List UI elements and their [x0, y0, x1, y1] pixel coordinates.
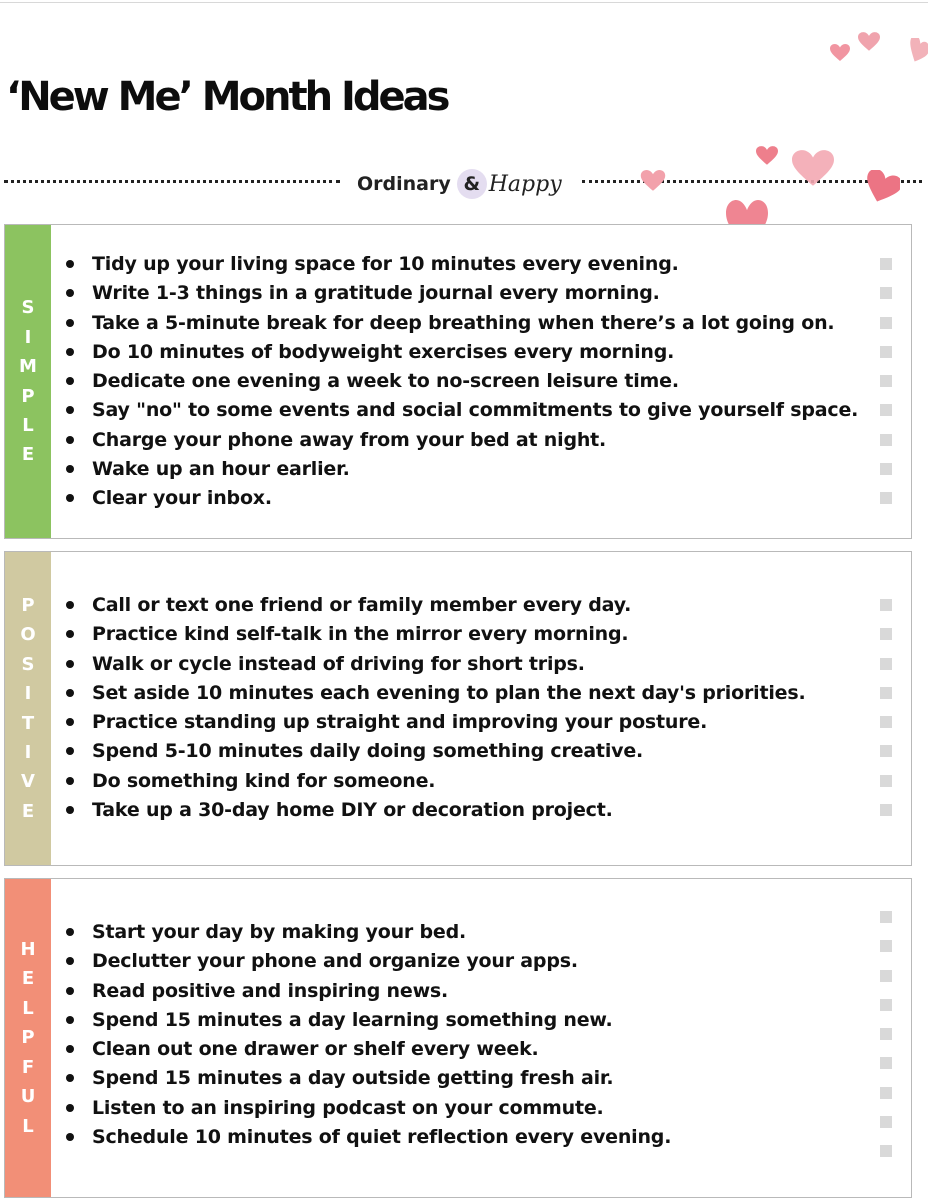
section-letter: P	[21, 594, 35, 616]
bullet-icon	[66, 747, 74, 755]
bullet-icon	[66, 319, 74, 327]
list-item-text: Practice standing up straight and improving your posture.	[92, 711, 708, 734]
section-letter: T	[21, 712, 35, 734]
section-letter: P	[21, 1027, 35, 1049]
heart-icon	[640, 170, 666, 192]
list-item-text: Call or text one friend or family member every day.	[92, 594, 632, 616]
bullet-icon	[66, 806, 74, 814]
list-item-text: Start your day by making your bed.	[92, 921, 467, 943]
list-item-text: Say "no" to some events and social commitments to give yourself space.	[92, 399, 859, 422]
section-letter: L	[22, 997, 34, 1019]
checkbox[interactable]	[880, 1116, 892, 1128]
checkbox[interactable]	[880, 463, 892, 475]
list-item-text: Write 1-3 things in a gratitude journal every morning.	[92, 282, 660, 305]
section-letter: L	[22, 1115, 34, 1137]
section-letter: F	[21, 1056, 35, 1078]
list-item-text: Wake up an hour earlier.	[92, 458, 350, 481]
list-item	[66, 679, 888, 708]
brand-happy: Happy	[488, 171, 562, 197]
section-letter: E	[21, 968, 35, 990]
checkbox[interactable]	[880, 775, 892, 787]
section-letter: H	[20, 939, 36, 961]
bullet-icon	[66, 718, 74, 726]
list-item	[66, 1006, 888, 1035]
list-item	[66, 591, 888, 620]
section-letter: I	[24, 683, 32, 705]
list-item-text: Practice kind self-talk in the mirror every morning.	[92, 623, 629, 646]
list-item	[66, 796, 888, 825]
list-item-text: Spend 15 minutes a day learning something new.	[92, 1008, 613, 1031]
list-item	[66, 767, 888, 796]
bullet-icon	[66, 260, 74, 268]
section-letter: S	[21, 297, 35, 319]
bullet-icon	[66, 406, 74, 414]
section-letter: O	[20, 624, 36, 646]
top-divider	[0, 2, 928, 3]
bullet-icon	[66, 1133, 74, 1141]
section-letter: V	[21, 771, 35, 793]
checkbox[interactable]	[880, 628, 892, 640]
bullet-icon	[66, 660, 74, 668]
list-item-text: Spend 5-10 minutes daily doing something creative.	[92, 740, 644, 763]
list-item-text: Spend 15 minutes a day outside getting fresh air.	[92, 1067, 614, 1090]
section-letter: U	[20, 1086, 36, 1108]
checkbox[interactable]	[880, 999, 892, 1011]
checkbox[interactable]	[880, 258, 892, 270]
checkbox[interactable]	[880, 404, 892, 416]
list-item	[66, 309, 888, 338]
list-item	[66, 918, 888, 947]
checkbox[interactable]	[880, 317, 892, 329]
section-letter: E	[21, 444, 35, 466]
heart-icon	[908, 38, 928, 64]
section-letter: L	[22, 414, 34, 436]
bullet-icon	[66, 601, 74, 609]
section-letter: E	[21, 800, 35, 822]
brand-ordinary: Ordinary	[357, 173, 451, 195]
checkbox[interactable]	[880, 434, 892, 446]
checkbox[interactable]	[880, 1145, 892, 1157]
bullet-icon	[66, 957, 74, 965]
heart-icon	[792, 150, 834, 188]
bullet-icon	[66, 630, 74, 638]
list-item-text: Walk or cycle instead of driving for short trips.	[92, 652, 585, 675]
list-item-text: Clean out one drawer or shelf every week.	[92, 1038, 539, 1061]
section-label-positive	[5, 552, 51, 865]
list-item	[66, 1094, 888, 1123]
list-item-text: Charge your phone away from your bed at night.	[92, 428, 607, 451]
list-item-text: Clear your inbox.	[92, 487, 272, 510]
list-item	[66, 1123, 888, 1152]
list-item-text: Schedule 10 minutes of quiet reflection every evening.	[92, 1126, 672, 1149]
list-item	[66, 250, 888, 279]
list-item-text: Take up a 30-day home DIY or decoration project.	[92, 799, 613, 822]
helpful-checkboxes	[880, 911, 894, 1157]
checkbox[interactable]	[880, 1087, 892, 1099]
bullet-icon	[66, 465, 74, 473]
dotted-rule-left	[4, 180, 340, 183]
list-item	[66, 338, 888, 367]
list-item	[66, 977, 888, 1006]
list-item-text: Do something kind for someone.	[92, 769, 436, 792]
bullet-icon	[66, 1074, 74, 1082]
list-item	[66, 1064, 888, 1093]
list-item-text: Take a 5-minute break for deep breathing when there’s a lot going on.	[92, 311, 835, 334]
simple-checkboxes	[880, 258, 894, 504]
list-item	[66, 737, 888, 766]
bullet-icon	[66, 348, 74, 356]
section-label-helpful	[5, 879, 51, 1197]
list-item	[66, 426, 888, 455]
list-item	[66, 396, 888, 425]
heart-icon	[756, 146, 778, 166]
section-label-simple	[5, 225, 51, 538]
helpful-list	[66, 918, 888, 1152]
list-item-text: Declutter your phone and organize your apps.	[92, 950, 578, 973]
heart-icon	[858, 32, 880, 52]
list-item	[66, 947, 888, 976]
list-item	[66, 1035, 888, 1064]
bullet-icon	[66, 377, 74, 385]
list-item	[66, 650, 888, 679]
list-item-text: Dedicate one evening a week to no-screen leisure time.	[92, 370, 679, 393]
list-item-text: Listen to an inspiring podcast on your commute.	[92, 1096, 604, 1119]
bullet-icon	[66, 777, 74, 785]
bullet-icon	[66, 436, 74, 444]
positive-list	[66, 591, 888, 825]
checkbox[interactable]	[880, 287, 892, 299]
brand-logo	[357, 166, 562, 202]
checkbox[interactable]	[880, 1028, 892, 1040]
checkbox[interactable]	[880, 940, 892, 952]
list-item	[66, 279, 888, 308]
checkbox[interactable]	[880, 1057, 892, 1069]
bullet-icon	[66, 1104, 74, 1112]
list-item-text: Read positive and inspiring news.	[92, 979, 449, 1002]
heart-icon	[864, 170, 900, 206]
list-item	[66, 484, 888, 513]
section-letter: I	[24, 326, 32, 348]
bullet-icon	[66, 289, 74, 297]
checkbox[interactable]	[880, 911, 892, 923]
list-item-text: Do 10 minutes of bodyweight exercises every morning.	[92, 340, 675, 363]
checkbox[interactable]	[880, 687, 892, 699]
checkbox[interactable]	[880, 745, 892, 757]
checkbox[interactable]	[880, 970, 892, 982]
checkbox[interactable]	[880, 599, 892, 611]
bullet-icon	[66, 928, 74, 936]
list-item	[66, 620, 888, 649]
list-item	[66, 708, 888, 737]
list-item-text: Tidy up your living space for 10 minutes every evening.	[92, 253, 679, 275]
section-letter: M	[19, 356, 37, 378]
page-title: ‘New Me’ Month Ideas	[6, 74, 448, 120]
bullet-icon	[66, 987, 74, 995]
brand-ampersand: &	[457, 169, 487, 199]
bullet-icon	[66, 494, 74, 502]
list-item	[66, 367, 888, 396]
checkbox[interactable]	[880, 492, 892, 504]
section-letter: P	[21, 385, 35, 407]
checkbox[interactable]	[880, 804, 892, 816]
section-letter: S	[21, 653, 35, 675]
positive-checkboxes	[880, 599, 894, 816]
bullet-icon	[66, 1045, 74, 1053]
checkbox[interactable]	[880, 375, 892, 387]
bullet-icon	[66, 1016, 74, 1024]
section-letter: I	[24, 741, 32, 763]
heart-icon	[830, 44, 850, 62]
checkbox[interactable]	[880, 658, 892, 670]
list-item	[66, 455, 888, 484]
checkbox[interactable]	[880, 346, 892, 358]
simple-list	[66, 250, 888, 514]
bullet-icon	[66, 689, 74, 697]
list-item-text: Set aside 10 minutes each evening to plan the next day's priorities.	[92, 681, 806, 704]
checkbox[interactable]	[880, 716, 892, 728]
